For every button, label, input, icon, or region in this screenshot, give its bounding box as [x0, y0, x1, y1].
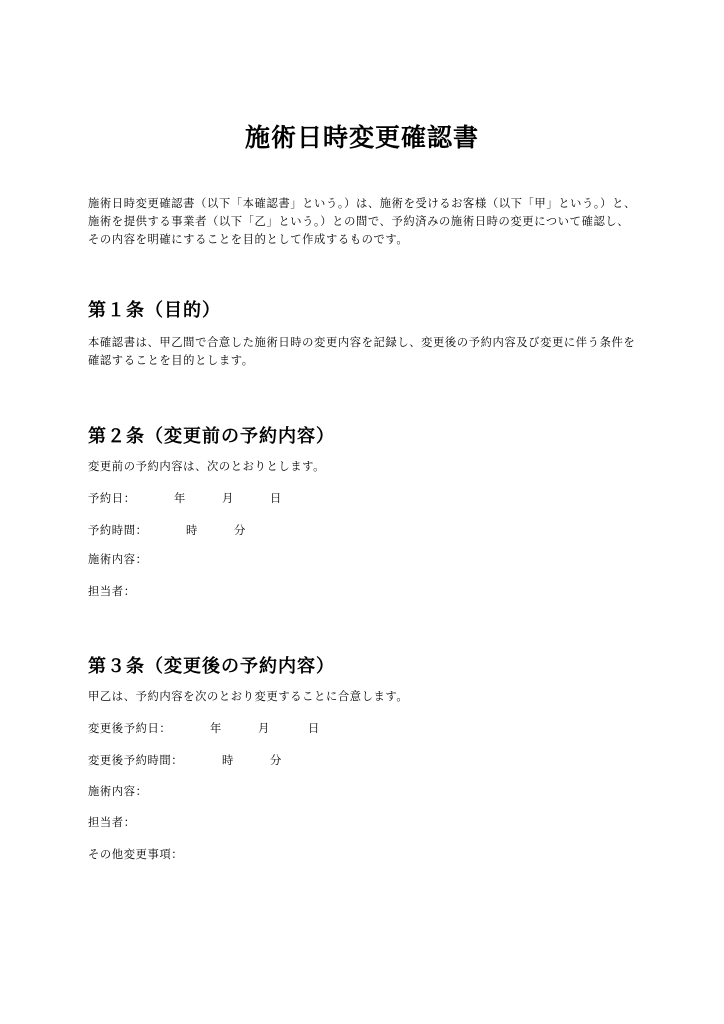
after-minute-unit: 分 [270, 754, 282, 767]
before-date-label: 予約日： [88, 492, 136, 505]
after-content-label: 施術内容： [88, 785, 148, 798]
before-date-row [88, 490, 388, 508]
article-1-body: 本確認書は、甲乙間で合意した施術日時の変更内容を記録し、変更後の予約内容及び変更に伴う条件を確認することを目的とします。 [88, 336, 636, 367]
after-staff-label: 担当者： [88, 816, 136, 829]
after-day-unit: 日 [308, 722, 320, 735]
before-time-label: 予約時間： [88, 524, 148, 537]
after-date-label: 変更後予約日： [88, 722, 172, 735]
article-3-heading: 第３条（変更後の予約内容） [88, 656, 335, 677]
after-hour-unit: 時 [222, 754, 234, 767]
article-2-heading: 第２条（変更前の予約内容） [88, 426, 335, 447]
before-year-unit: 年 [174, 492, 186, 505]
after-date-row [88, 720, 388, 738]
after-time-row [88, 752, 388, 770]
document-title: 施術日時変更確認書 [244, 123, 479, 152]
after-month-unit: 月 [258, 722, 270, 735]
article-2-lead: 変更前の予約内容は、次のとおりとします。 [88, 460, 326, 473]
after-year-unit: 年 [210, 722, 222, 735]
before-day-unit: 日 [270, 492, 282, 505]
before-month-unit: 月 [222, 492, 234, 505]
after-other-label: その他変更事項： [88, 848, 184, 861]
before-minute-unit: 分 [234, 524, 246, 537]
article-1-heading: 第１条（目的） [88, 300, 221, 321]
before-time-row [88, 522, 388, 540]
before-staff-label: 担当者： [88, 585, 136, 598]
after-time-label: 変更後予約時間： [88, 754, 184, 767]
before-content-label: 施術内容： [88, 553, 148, 566]
before-hour-unit: 時 [186, 524, 198, 537]
intro-paragraph: 施術日時変更確認書（以下「本確認書」という。）は、施術を受けるお客様（以下「甲」という。）と、施術を提供する事業者（以下「乙」という。）との間で、予約済みの施術日時の変更について確認し、その内容を明確にすることを目的として作成するものです。 [88, 197, 636, 246]
article-3-lead: 甲乙は、予約内容を次のとおり変更することに合意します。 [88, 690, 409, 703]
